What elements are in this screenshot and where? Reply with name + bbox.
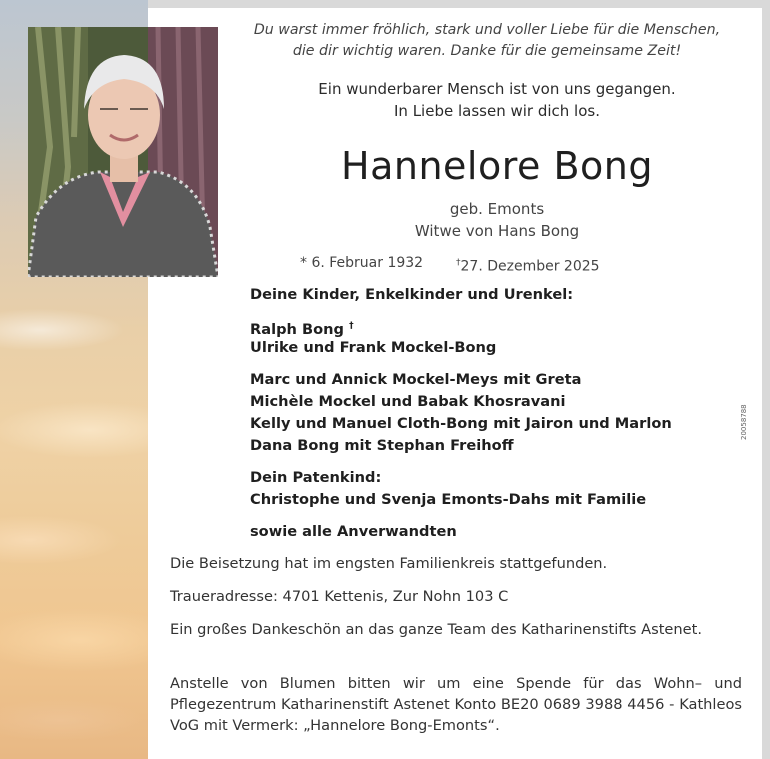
godchild: Christophe und Svenja Emonts-Dahs mit Familie	[250, 491, 647, 508]
burial-note: Die Beisetzung hat im engsten Familienkreis stattgefunden.	[170, 555, 608, 572]
intro-line-2: In Liebe lassen wir dich los.	[394, 102, 600, 120]
godchild-heading: Dein Patenkind:	[250, 469, 382, 486]
frame-border-right	[762, 0, 770, 759]
birth-date: * 6. Februar 1932	[300, 255, 424, 271]
death-date	[456, 253, 600, 277]
donation-note: Anstelle von Blumen bitten wir um eine Spende für das Wohn– und Pflegezentrum Katharinenstift Astenet Konto BE20 0689 3988 4456 - Kathleos VoG mit Vermerk: „Hannelore Bong-Emonts“.	[170, 675, 742, 734]
widow-of: Witwe von Hans Bong	[414, 222, 580, 240]
child-2: Ulrike und Frank Mockel-Bong	[250, 339, 497, 356]
grandchild-3: Kelly und Manuel Cloth-Bong mit Jairon und Marlon	[250, 415, 672, 432]
side-reference-code: 20058788	[740, 404, 748, 440]
quote-line-2: die dir wichtig waren. Danke für die gemeinsame Zeit!	[292, 43, 682, 59]
intro-line-1: Ein wunderbarer Mensch ist von uns gegangen.	[318, 80, 676, 98]
frame-border-top	[148, 0, 770, 8]
thanks-note: Ein großes Dankeschön an das ganze Team des Katharinenstifts Astenet.	[170, 621, 702, 638]
grandchild-1: Marc und Annick Mockel-Meys mit Greta	[250, 371, 582, 388]
cross-icon: †	[349, 321, 354, 331]
grandchild-2: Michèle Mockel und Babak Khosravani	[250, 393, 566, 410]
grandchild-4: Dana Bong mit Stephan Freihoff	[250, 437, 514, 454]
cross-icon: †	[456, 258, 461, 268]
quote-line-1: Du warst immer fröhlich, stark und voller Liebe für die Menschen,	[253, 22, 721, 38]
mourning-address: Traueradresse: 4701 Kettenis, Zur Nohn 103 C	[170, 588, 509, 605]
death-date-text: 27. Dezember 2025	[460, 258, 600, 275]
born-name: geb. Emonts	[449, 200, 545, 218]
child-1-name: Ralph Bong	[250, 320, 344, 338]
family-heading: Deine Kinder, Enkelkinder und Urenkel:	[250, 286, 574, 303]
portrait-photo	[28, 27, 218, 277]
deceased-name: Hannelore Bong	[341, 144, 653, 188]
relatives: sowie alle Anverwandten	[250, 523, 457, 540]
